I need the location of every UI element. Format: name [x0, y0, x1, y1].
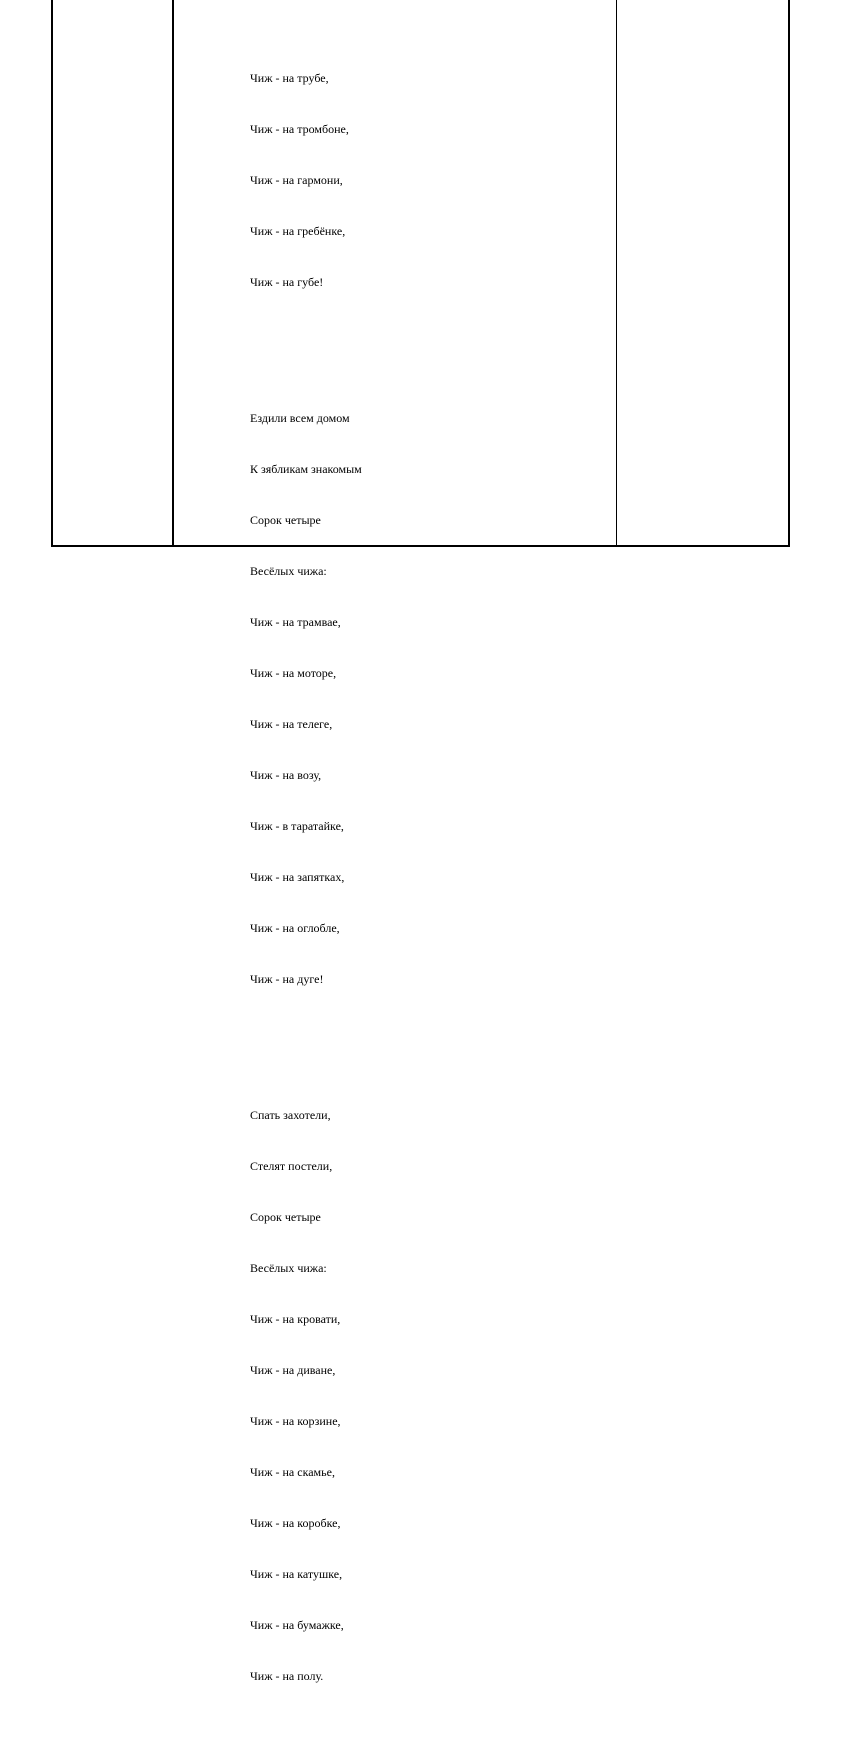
- poem-line: Чиж - в таратайке,: [250, 819, 344, 833]
- poem-stanza-2: [250, 376, 610, 1022]
- poem-line: Чиж - на запятках,: [250, 870, 345, 884]
- poem-line: Чиж - на полу.: [250, 1669, 324, 1683]
- poem-line: Спать захотели,: [250, 1108, 331, 1122]
- poem-line: Чиж - на тромбоне,: [250, 122, 349, 136]
- poem-line: Чиж - на губе!: [250, 275, 324, 289]
- poem-line: Чиж - на гармони,: [250, 173, 343, 187]
- poem-line: Чиж - на телеге,: [250, 717, 333, 731]
- poem-line: Чиж - на трубе,: [250, 71, 329, 85]
- poem-line: К зябликам знакомым: [250, 462, 362, 476]
- poem-line: Стелят постели,: [250, 1159, 333, 1173]
- poem-line: Чиж - на оглобле,: [250, 921, 340, 935]
- poem-line: Чиж - на возу,: [250, 768, 322, 782]
- poem-text: [250, 2, 610, 1753]
- poem-line: Весёлых чижа:: [250, 1261, 327, 1275]
- table-border-left: [51, 0, 53, 547]
- poem-line: Весёлых чижа:: [250, 564, 327, 578]
- poem-line: Чиж - на катушке,: [250, 1567, 343, 1581]
- poem-line: Чиж - на моторе,: [250, 666, 337, 680]
- poem-line: Чиж - на диване,: [250, 1363, 336, 1377]
- column-divider-2: [616, 0, 617, 547]
- table-border-right: [788, 0, 790, 547]
- poem-line: Сорок четыре: [250, 513, 321, 527]
- poem-line: Чиж - на трамвае,: [250, 615, 341, 629]
- poem-line: Чиж - на гребёнке,: [250, 224, 346, 238]
- poem-line: Сорок четыре: [250, 1210, 321, 1224]
- column-divider-1: [172, 0, 174, 547]
- poem-line: Чиж - на скамье,: [250, 1465, 335, 1479]
- poem-stanza-3: [250, 1073, 610, 1719]
- poem-stanza-1: [250, 36, 610, 325]
- poem-line: Чиж - на корзине,: [250, 1414, 341, 1428]
- poem-line: Чиж - на коробке,: [250, 1516, 341, 1530]
- poem-line: Ездили всем домом: [250, 411, 350, 425]
- poem-line: Чиж - на бумажке,: [250, 1618, 344, 1632]
- poem-line: Чиж - на дуге!: [250, 972, 324, 986]
- poem-line: Чиж - на кровати,: [250, 1312, 341, 1326]
